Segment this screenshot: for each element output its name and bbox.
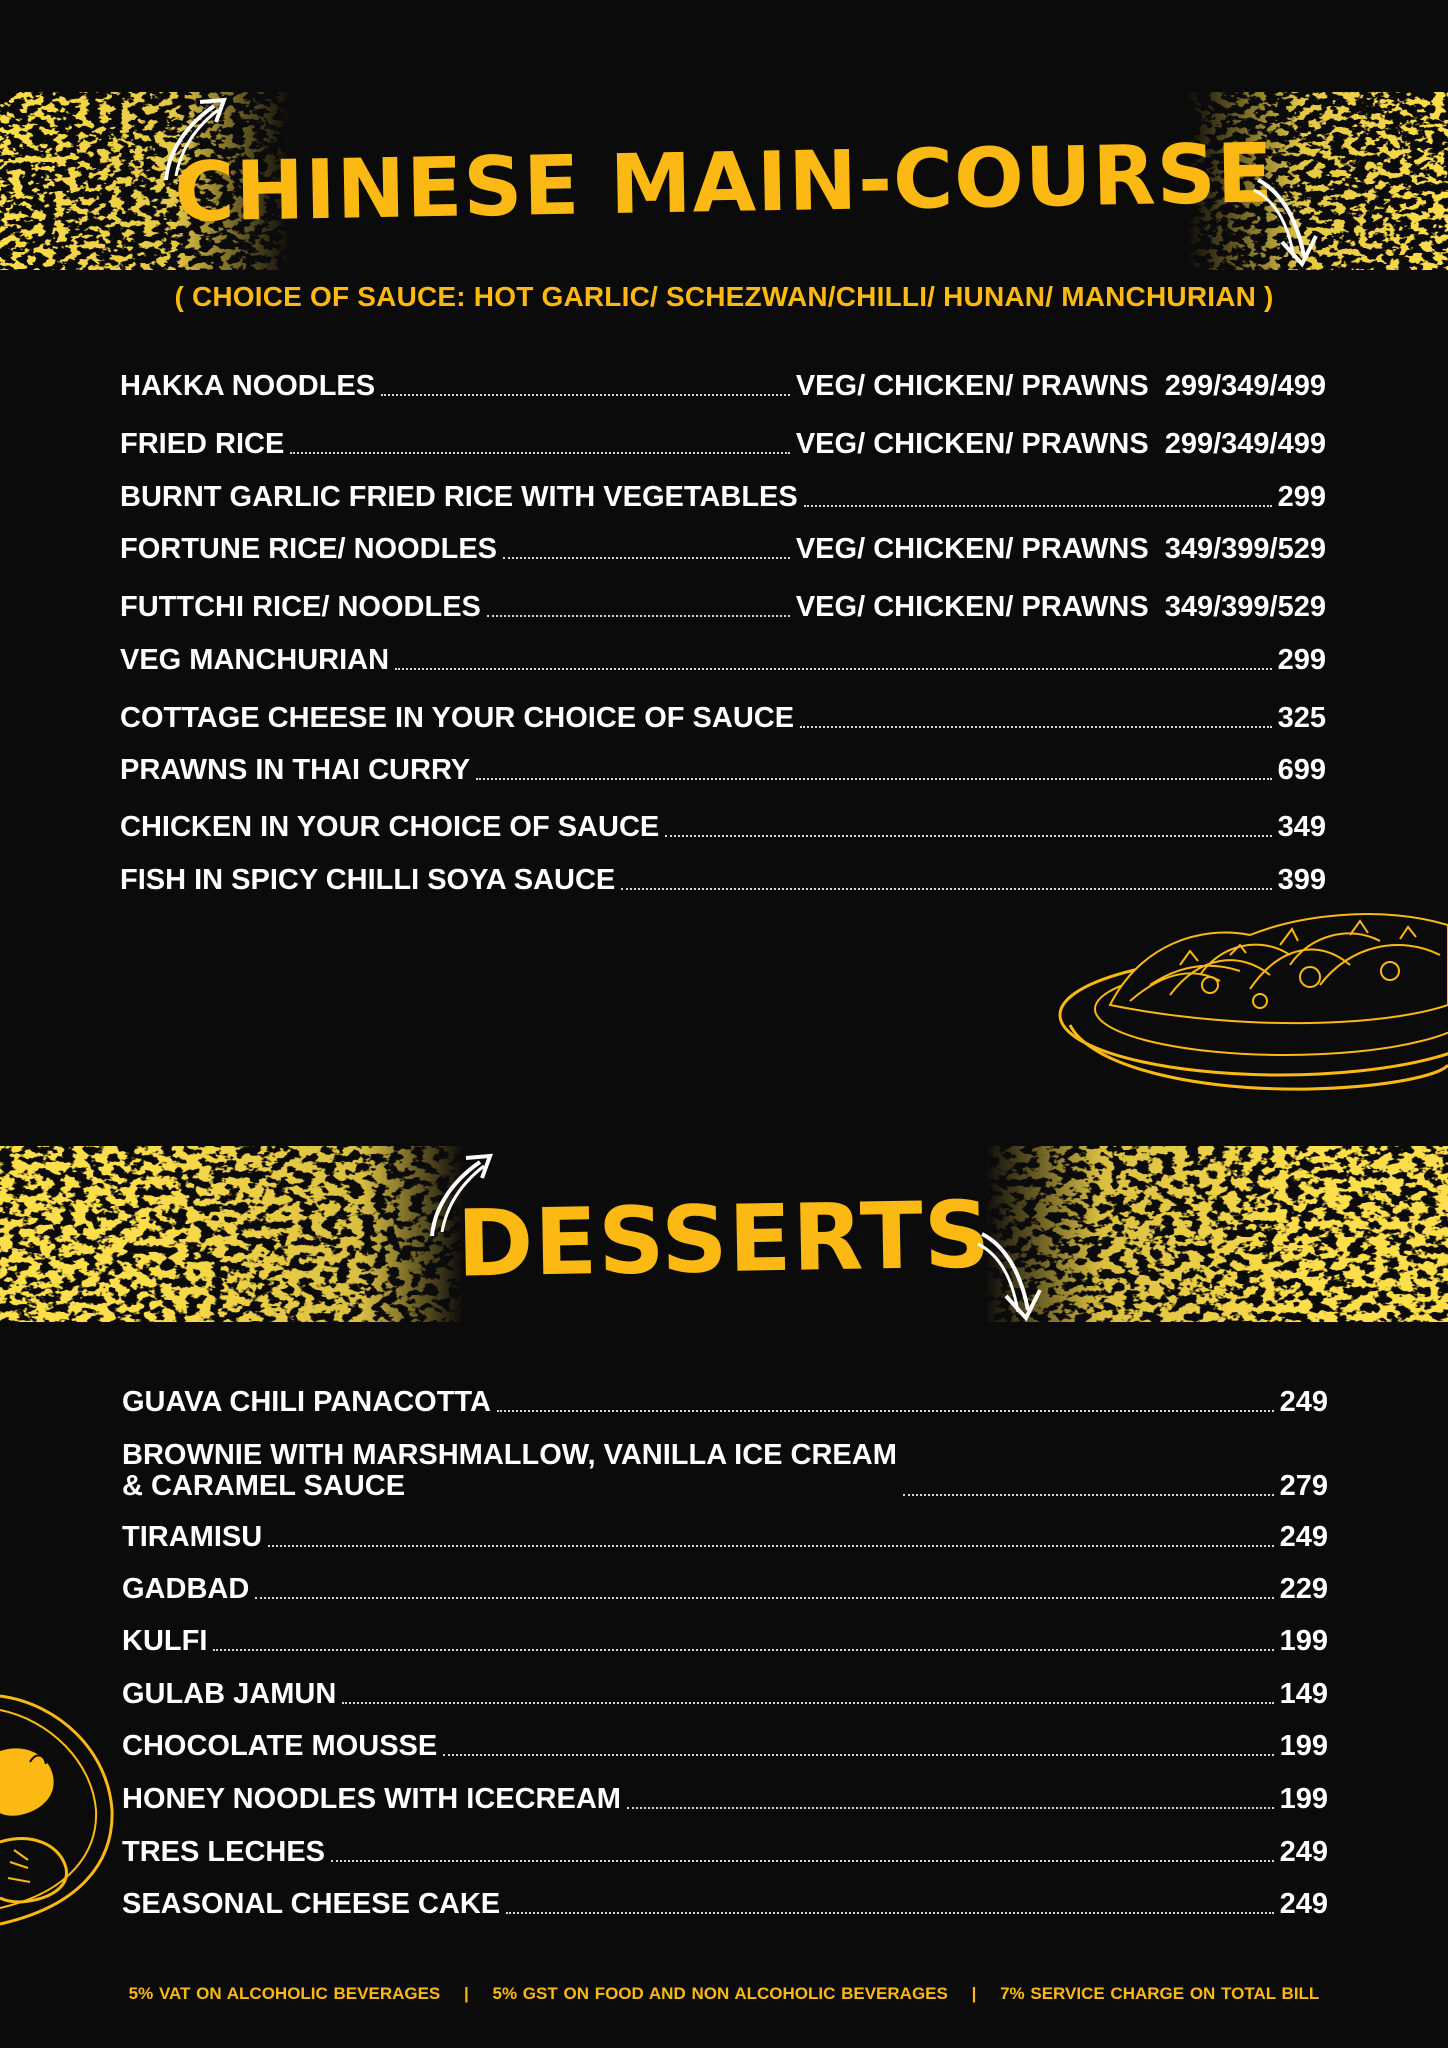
footer-separator: | (464, 1984, 469, 2003)
menu-item (122, 1617, 1328, 1657)
curved-arrow-down-icon (976, 1226, 1046, 1322)
service-charge-note: 7% SERVICE CHARGE ON TOTAL BILL (1000, 1984, 1320, 2003)
menu-item (122, 1565, 1328, 1605)
item-name: FUTTCHI RICE/ NOODLES (120, 591, 481, 623)
menu-item (120, 362, 1326, 402)
dot-leader (487, 615, 790, 617)
item-name: VEG MANCHURIAN (120, 644, 390, 676)
item-name: KULFI (122, 1625, 208, 1657)
item-price: 349 (1277, 811, 1326, 843)
item-name-line2: & CARAMEL SAUCE (122, 1470, 406, 1502)
item-price: 249 (1279, 1386, 1328, 1418)
menu-item (122, 1428, 1328, 1502)
dot-leader (627, 1807, 1274, 1809)
item-name: SEASONAL CHEESE CAKE (122, 1888, 501, 1920)
item-price: 699 (1277, 754, 1326, 786)
menu-item (120, 636, 1326, 676)
dot-leader (800, 726, 1272, 728)
item-name: HAKKA NOODLES (120, 370, 376, 402)
item-price: 229 (1279, 1573, 1328, 1605)
gst-note: 5% GST ON FOOD AND NON ALCOHOLIC BEVERAGES (492, 1984, 948, 2003)
item-name (122, 1440, 897, 1502)
menu-item (122, 1513, 1328, 1553)
dot-leader (342, 1702, 1273, 1704)
menu-item (120, 803, 1326, 843)
item-price: 299 (1277, 481, 1326, 513)
sauce-choice-note: ( CHOICE OF SAUCE: HOT GARLIC/ SCHEZWAN/CHILLI/ HUNAN/ MANCHURIAN ) (174, 281, 1274, 312)
menu-item (122, 1775, 1328, 1815)
item-price: 349/399/529 (1164, 591, 1326, 623)
item-name: GULAB JAMUN (122, 1678, 337, 1710)
noodle-plate-sketch (1050, 905, 1448, 1095)
menu-item (122, 1378, 1328, 1418)
dot-leader (268, 1545, 1273, 1547)
dot-leader (804, 505, 1272, 507)
item-price: 299/349/499 (1164, 428, 1326, 460)
menu-item (120, 694, 1326, 734)
menu-item (122, 1880, 1328, 1920)
menu-item (120, 746, 1326, 786)
menu-item (120, 856, 1326, 896)
dot-leader (213, 1649, 1273, 1651)
item-name: BURNT GARLIC FRIED RICE WITH VEGETABLES (120, 481, 798, 513)
item-name: HONEY NOODLES WITH ICECREAM (122, 1783, 621, 1815)
dot-leader (506, 1912, 1273, 1914)
item-name: CHOCOLATE MOUSSE (122, 1730, 438, 1762)
item-name: TIRAMISU (122, 1521, 263, 1553)
item-price: 199 (1279, 1730, 1328, 1762)
dot-leader (331, 1860, 1274, 1862)
vat-note: 5% VAT ON ALCOHOLIC BEVERAGES (128, 1984, 441, 2003)
tax-footer (0, 1984, 1448, 2004)
dot-leader (395, 668, 1272, 670)
menu-item (120, 525, 1326, 565)
dessert-plate-sketch (0, 1692, 118, 1928)
item-name: FRIED RICE (120, 428, 285, 460)
item-name: FORTUNE RICE/ NOODLES (120, 533, 498, 565)
dot-leader (503, 557, 790, 559)
footer-separator: | (971, 1984, 977, 2003)
dot-leader (443, 1754, 1273, 1756)
desserts-title: DESSERTS (456, 1181, 992, 1298)
item-price: 199 (1279, 1783, 1328, 1815)
dot-leader (476, 778, 1271, 780)
dot-leader (255, 1597, 1273, 1599)
item-price: 249 (1279, 1521, 1328, 1553)
main-course-title: CHINESE MAIN-COURSE (173, 126, 1275, 241)
menu-item (120, 420, 1326, 460)
item-price: 249 (1279, 1888, 1328, 1920)
item-price: 325 (1277, 702, 1326, 734)
item-variants: VEG/ CHICKEN/ PRAWNS (795, 533, 1149, 565)
item-name: CHICKEN IN YOUR CHOICE OF SAUCE (120, 811, 660, 843)
dot-leader (903, 1494, 1274, 1496)
item-price: 349/399/529 (1164, 533, 1326, 565)
dot-leader (497, 1410, 1274, 1412)
menu-item (122, 1828, 1328, 1868)
item-price: 149 (1279, 1678, 1328, 1710)
item-price: 199 (1279, 1625, 1328, 1657)
menu-item (122, 1722, 1328, 1762)
item-name-line1: BROWNIE WITH MARSHMALLOW, VANILLA ICE CREAM (122, 1439, 897, 1471)
item-price: 399 (1277, 864, 1326, 896)
item-price: 299/349/499 (1164, 370, 1326, 402)
menu-item (122, 1670, 1328, 1710)
dot-leader (621, 888, 1271, 890)
item-variants: VEG/ CHICKEN/ PRAWNS (795, 370, 1149, 402)
curved-arrow-down-icon (1252, 172, 1322, 268)
dot-leader (381, 394, 790, 396)
item-variants: VEG/ CHICKEN/ PRAWNS (795, 428, 1149, 460)
item-name: GUAVA CHILI PANACOTTA (122, 1386, 491, 1418)
item-name: COTTAGE CHEESE IN YOUR CHOICE OF SAUCE (120, 702, 795, 734)
item-name: GADBAD (122, 1573, 250, 1605)
menu-item (120, 473, 1326, 513)
item-name: TRES LECHES (122, 1836, 326, 1868)
item-price: 279 (1279, 1470, 1328, 1502)
menu-item (120, 583, 1326, 623)
item-price: 249 (1279, 1836, 1328, 1868)
item-name: PRAWNS IN THAI CURRY (120, 754, 471, 786)
item-name: FISH IN SPICY CHILLI SOYA SAUCE (120, 864, 616, 896)
dot-leader (290, 452, 790, 454)
item-variants: VEG/ CHICKEN/ PRAWNS (795, 591, 1149, 623)
item-price: 299 (1277, 644, 1326, 676)
dot-leader (665, 835, 1271, 837)
